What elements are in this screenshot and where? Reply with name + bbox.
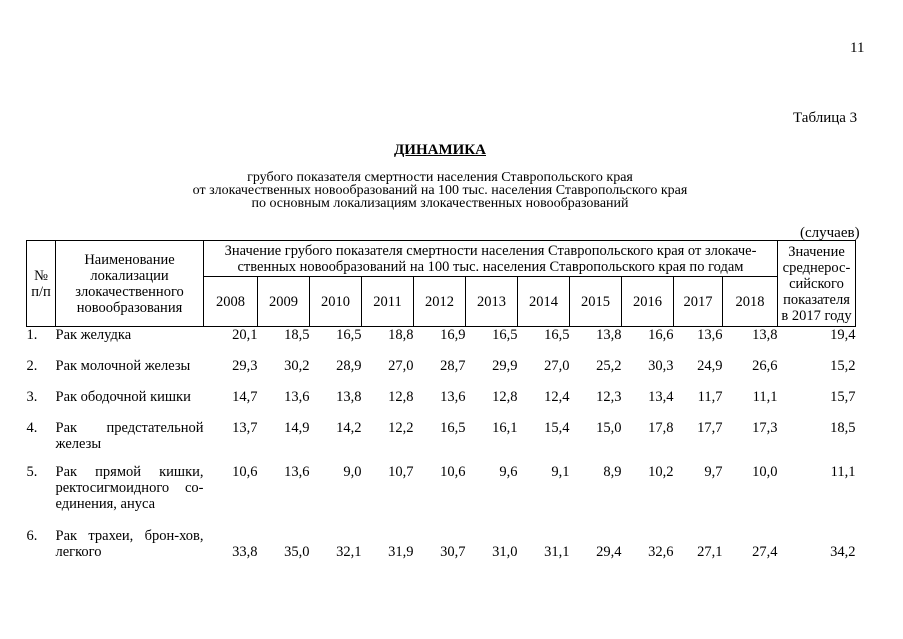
value-cell: 11,1: [752, 389, 778, 405]
value-cell: 29,9: [492, 358, 518, 374]
value-cell: 25,2: [596, 358, 622, 374]
value-cell: 9,7: [704, 464, 723, 480]
value-cell: 13,6: [697, 327, 723, 343]
row-name: Рак трахеи, брон-хов, легкого: [55, 528, 204, 560]
value-cell: 16,5: [336, 327, 362, 343]
unit-note: (случаев): [800, 225, 860, 241]
value-cell: 26,6: [752, 358, 778, 374]
row-name: Рак молочной железы: [55, 358, 191, 374]
value-cell: 32,1: [336, 544, 362, 560]
ref-value-cell: 11,1: [830, 464, 856, 480]
year-header: 2015: [570, 277, 622, 327]
year-header: 2017: [674, 277, 723, 327]
value-cell: 31,0: [492, 544, 518, 560]
year-header: 2011: [362, 277, 414, 327]
value-cell: 20,1: [232, 327, 258, 343]
year-header: 2010: [310, 277, 362, 327]
value-cell: 24,9: [697, 358, 723, 374]
value-cell: 35,0: [284, 544, 310, 560]
value-cell: 14,2: [336, 420, 362, 436]
ref-value-cell: 34,2: [830, 544, 856, 560]
header-group: Значение грубого показателя смертности населения Ставропольского края от злокаче-ственных новообразований на 100 тыс. населения Ставропольского края по годам: [204, 241, 778, 277]
value-cell: 18,5: [284, 327, 310, 343]
year-header: 2018: [723, 277, 778, 327]
value-cell: 16,5: [544, 327, 570, 343]
value-cell: 12,8: [492, 389, 518, 405]
year-header: 2013: [466, 277, 518, 327]
value-cell: 30,3: [648, 358, 674, 374]
value-cell: 16,5: [440, 420, 466, 436]
value-cell: 28,7: [440, 358, 466, 374]
value-cell: 17,8: [648, 420, 674, 436]
value-cell: 30,7: [440, 544, 466, 560]
value-cell: 13,6: [284, 389, 310, 405]
ref-value-cell: 18,5: [830, 420, 856, 436]
value-cell: 13,4: [648, 389, 674, 405]
subtitle-line-3: по основным локализациям злокачественных новообразований: [251, 196, 629, 211]
row-number: 2.: [26, 358, 38, 374]
value-cell: 30,2: [284, 358, 310, 374]
table-row: [27, 389, 856, 420]
value-cell: 13,8: [752, 327, 778, 343]
ref-value-cell: 15,7: [830, 389, 856, 405]
table-row: [27, 327, 856, 359]
value-cell: 9,6: [499, 464, 518, 480]
row-name: Рак ободочной кишки: [55, 389, 191, 405]
value-cell: 16,6: [648, 327, 674, 343]
value-cell: 13,8: [596, 327, 622, 343]
row-number: 6.: [26, 528, 38, 544]
subtitle-line-1: грубого показателя смертности населения Ставропольского края: [247, 170, 633, 185]
value-cell: 10,6: [232, 464, 258, 480]
value-cell: 10,2: [648, 464, 674, 480]
value-cell: 31,1: [544, 544, 570, 560]
value-cell: 32,6: [648, 544, 674, 560]
value-cell: 9,0: [343, 464, 362, 480]
row-number: 1.: [26, 327, 38, 343]
value-cell: 10,0: [752, 464, 778, 480]
value-cell: 10,7: [388, 464, 414, 480]
row-name: Рак предстательной железы: [55, 420, 204, 452]
value-cell: 27,4: [752, 544, 778, 560]
row-number: 5.: [26, 464, 38, 480]
year-header: 2014: [518, 277, 570, 327]
value-cell: 27,0: [544, 358, 570, 374]
document-title: ДИНАМИКА: [393, 142, 487, 158]
year-header: 2009: [258, 277, 310, 327]
subtitle-line-2: от злокачественных новообразований на 100 тыс. населения Ставропольского края: [192, 183, 688, 198]
value-cell: 15,0: [596, 420, 622, 436]
value-cell: 33,8: [232, 544, 258, 560]
value-cell: 28,9: [336, 358, 362, 374]
ref-value-cell: 19,4: [830, 327, 856, 343]
row-number: 3.: [26, 389, 38, 405]
value-cell: 12,4: [544, 389, 570, 405]
value-cell: 13,6: [284, 464, 310, 480]
page-number: 11: [850, 40, 865, 56]
value-cell: 17,3: [752, 420, 778, 436]
header-num: № п/п: [27, 241, 56, 327]
row-name: Рак желудка: [55, 327, 132, 343]
table-row: [27, 528, 856, 594]
value-cell: 13,7: [232, 420, 258, 436]
row-number: 4.: [26, 420, 38, 436]
value-cell: 12,2: [388, 420, 414, 436]
value-cell: 31,9: [388, 544, 414, 560]
value-cell: 11,7: [697, 389, 723, 405]
value-cell: 27,0: [388, 358, 414, 374]
value-cell: 13,8: [336, 389, 362, 405]
value-cell: 14,7: [232, 389, 258, 405]
value-cell: 12,8: [388, 389, 414, 405]
value-cell: 9,1: [551, 464, 570, 480]
value-cell: 13,6: [440, 389, 466, 405]
header-ref: Значение среднерос-сийского показателя в 2017 году: [778, 241, 856, 327]
table-label: Таблица 3: [793, 110, 858, 126]
value-cell: 29,3: [232, 358, 258, 374]
value-cell: 16,1: [492, 420, 518, 436]
table-row: [27, 358, 856, 389]
value-cell: 29,4: [596, 544, 622, 560]
row-name: Рак прямой кишки, ректосигмоидного со-единения, ануса: [55, 464, 204, 512]
table-row: [27, 420, 856, 464]
value-cell: 14,9: [284, 420, 310, 436]
value-cell: 10,6: [440, 464, 466, 480]
year-header: 2012: [414, 277, 466, 327]
value-cell: 16,5: [492, 327, 518, 343]
value-cell: 16,9: [440, 327, 466, 343]
value-cell: 27,1: [697, 544, 723, 560]
year-header: 2008: [204, 277, 258, 327]
mortality-table: [26, 240, 856, 594]
ref-value-cell: 15,2: [830, 358, 856, 374]
table-row: [27, 464, 856, 528]
header-name: Наименование локализации злокачественного новообразования: [56, 241, 204, 327]
value-cell: 8,9: [603, 464, 622, 480]
value-cell: 18,8: [388, 327, 414, 343]
value-cell: 15,4: [544, 420, 570, 436]
value-cell: 17,7: [697, 420, 723, 436]
value-cell: 12,3: [596, 389, 622, 405]
year-header: 2016: [622, 277, 674, 327]
